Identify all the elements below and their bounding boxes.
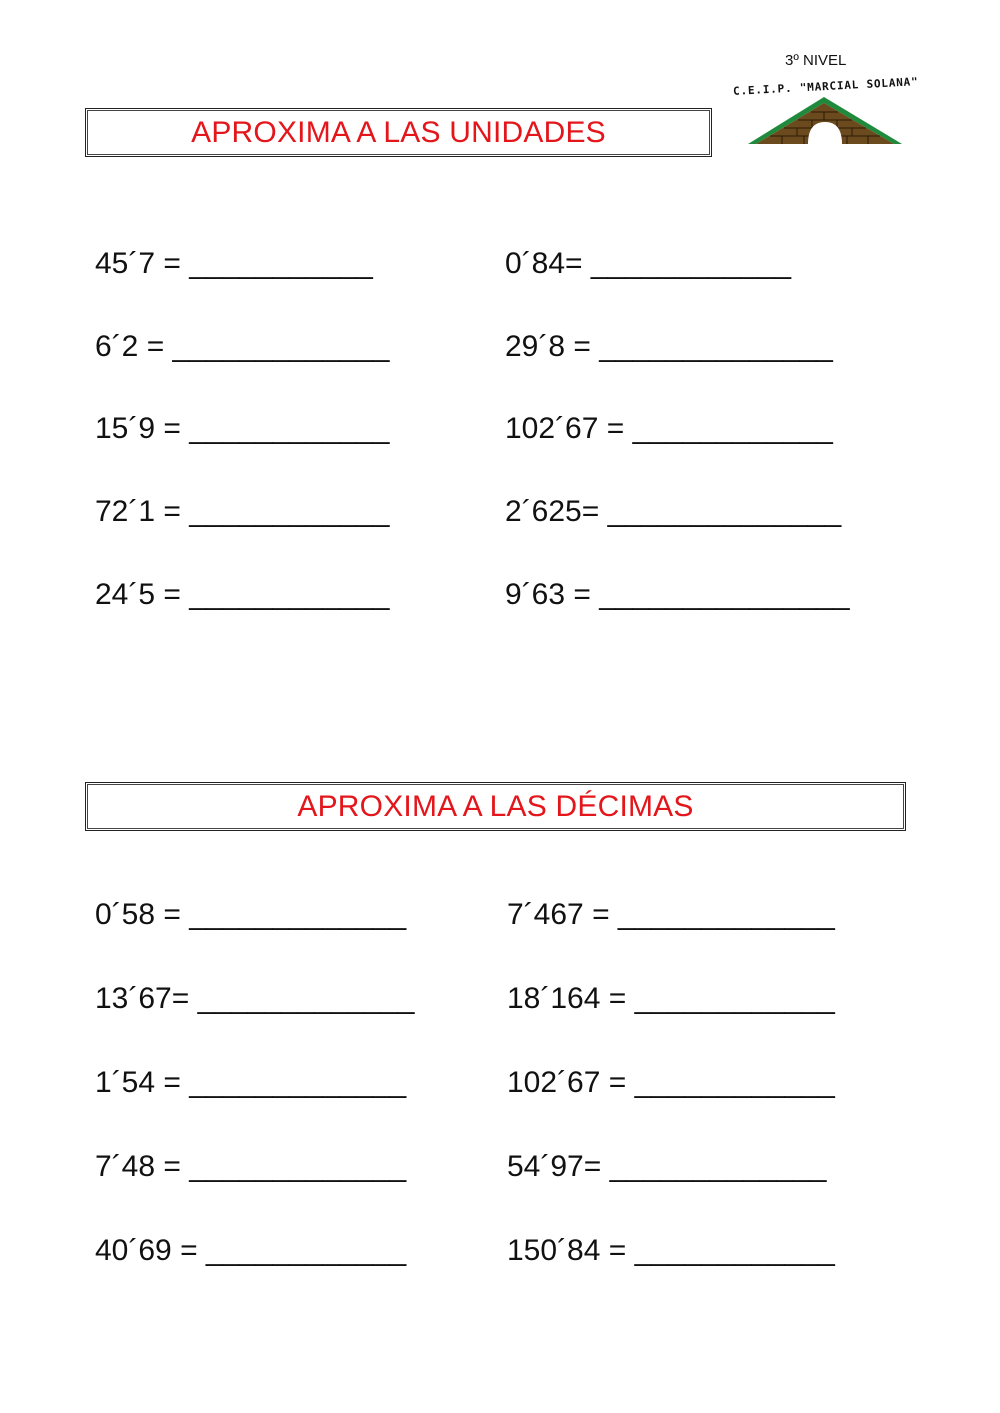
stone-bridge-icon <box>722 42 922 152</box>
exercise-item: 9´63 = _______________ <box>505 578 850 611</box>
section-title-box-tenths <box>85 782 906 831</box>
exercise-item: 13´67= _____________ <box>95 982 415 1015</box>
exercise-item: 0´58 = _____________ <box>95 898 407 931</box>
exercise-item: 29´8 = ______________ <box>505 330 833 363</box>
exercise-item: 24´5 = ____________ <box>95 578 390 611</box>
exercise-item: 15´9 = ____________ <box>95 412 390 445</box>
exercise-item: 150´84 = ____________ <box>507 1234 835 1267</box>
exercise-item: 102´67 = ____________ <box>505 412 833 445</box>
exercise-item: 54´97= _____________ <box>507 1150 827 1183</box>
exercise-item: 7´48 = _____________ <box>95 1150 407 1183</box>
exercise-item: 40´69 = ____________ <box>95 1234 407 1267</box>
exercise-item: 102´67 = ____________ <box>507 1066 835 1099</box>
exercise-item: 6´2 = _____________ <box>95 330 390 363</box>
exercise-item: 2´625= ______________ <box>505 495 842 528</box>
exercise-item: 72´1 = ____________ <box>95 495 390 528</box>
exercise-item: 7´467 = _____________ <box>507 898 835 931</box>
logo-school-name: C.E.I.P. "MARCIAL SOLANA" <box>732 75 919 98</box>
exercise-item: 1´54 = _____________ <box>95 1066 407 1099</box>
exercise-item: 0´84= ____________ <box>505 247 792 280</box>
section-title-units: APROXIMA A LAS UNIDADES <box>191 115 606 149</box>
section-title-tenths: APROXIMA A LAS DÉCIMAS <box>297 789 694 823</box>
exercise-item: 18´164 = ____________ <box>507 982 835 1015</box>
section-title-box-units <box>85 108 712 157</box>
logo-level-text: 3º NIVEL <box>785 52 847 69</box>
exercise-item: 45´7 = ___________ <box>95 247 373 280</box>
